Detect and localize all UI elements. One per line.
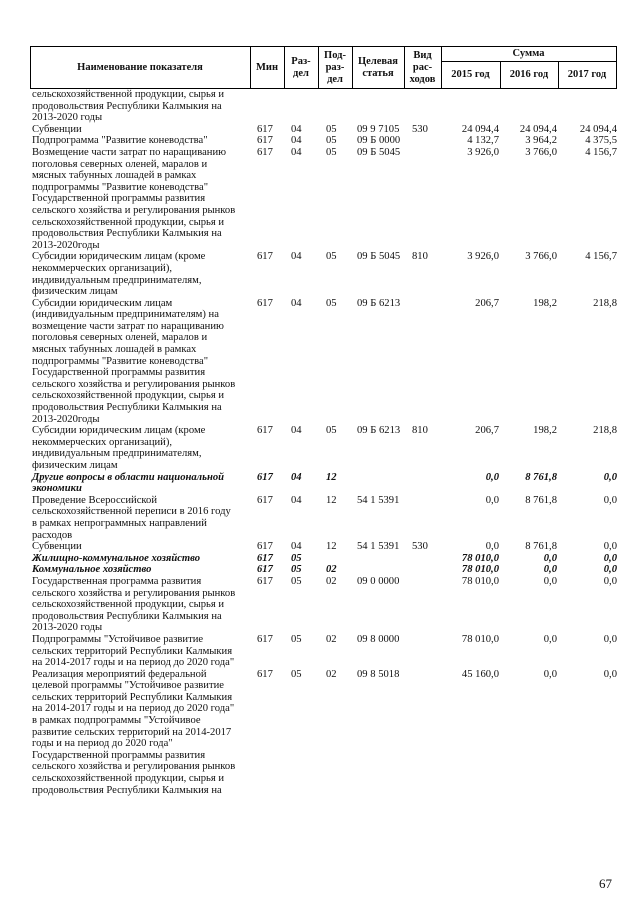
table-row: [30, 553, 617, 565]
row-name: Другие вопросы в области национальной экономики: [32, 471, 225, 495]
row-2015: 206,7: [475, 425, 499, 437]
table-row: [30, 472, 617, 495]
row-name: Государственная программа развития сельского хозяйства и регулирования рынков сельскохозяйственной продукции, сырья и продовольствия Республики Калмыкия на 2013-2020 годы: [32, 575, 236, 634]
row-name: Проведение Всероссийской сельскохозяйственной переписи в 2016 году в рамках непрограммных направлений расходов: [32, 494, 231, 541]
table-body: [30, 89, 617, 796]
row-min: 617: [257, 552, 273, 564]
table-row: [30, 541, 617, 553]
row-podrazdel: 05: [326, 425, 337, 437]
page-number: 67: [599, 876, 612, 891]
row-min: 617: [257, 123, 273, 135]
row-2017: 218,8: [593, 297, 617, 309]
row-2017: 0,0: [603, 471, 617, 483]
row-razdel: 04: [291, 297, 302, 309]
table-row: [30, 634, 617, 669]
row-2016: 8 761,8: [525, 541, 557, 553]
row-razdel: 04: [291, 146, 302, 158]
row-razdel: 05: [291, 564, 302, 576]
col-2016-header: 2016 год: [509, 68, 549, 80]
row-name: Жилищно-коммунальное хозяйство: [32, 552, 201, 564]
col-razdel-header: Раз- дел: [291, 55, 311, 79]
row-target: 09 Б 5045: [357, 146, 401, 158]
row-podrazdel: 02: [326, 668, 337, 680]
row-razdel: 04: [291, 135, 302, 147]
row-vid: 810: [412, 251, 428, 263]
col-2015-header: 2015 год: [451, 68, 490, 80]
row-2015: 0,0: [485, 471, 499, 483]
row-min: 617: [257, 146, 273, 158]
row-podrazdel: 12: [326, 541, 337, 553]
table-row: [30, 124, 617, 136]
row-min: 617: [257, 564, 273, 576]
row-target: 09 0 0000: [357, 575, 400, 587]
row-razdel: 04: [291, 425, 302, 437]
row-target: 09 9 7105: [357, 123, 400, 135]
row-2016: 198,2: [533, 425, 557, 437]
col-2017-header: 2017 год: [567, 68, 607, 80]
col-name-header: Наименование показателя: [77, 61, 203, 73]
row-podrazdel: 05: [326, 251, 337, 263]
row-podrazdel: 02: [326, 575, 337, 587]
table-row: [30, 251, 617, 297]
row-2016: 3 964,2: [525, 135, 557, 147]
row-min: 617: [257, 471, 273, 483]
table-row: [30, 495, 617, 541]
row-2017: 24 094,4: [579, 123, 617, 135]
row-2017: 0,0: [603, 541, 617, 553]
row-2016: 0,0: [543, 633, 557, 645]
row-name: Реализация мероприятий федеральной целевой программы "Устойчивое развитие сельских территорий Республики Калмыкия на 2014-2017 годы и на период до 2020 года" в рамках подпрограммы "Устойчивое развитие сельских территорий на 2014-2017 годы и на период до 2020 года" Государственной программы развития сельского хозяйства и регулирования рынков сельскохозяйственной продукции, сырья и продовольствия Республики Калмыкия на: [32, 668, 236, 796]
row-razdel: 04: [291, 541, 302, 553]
row-vid: 530: [412, 123, 428, 135]
table-row: [30, 298, 617, 426]
row-2015: 78 010,0: [461, 552, 499, 564]
row-2015: 78 010,0: [461, 564, 499, 576]
row-podrazdel: 12: [326, 471, 337, 483]
row-2016: 8 761,8: [525, 471, 557, 483]
row-razdel: 05: [291, 552, 302, 564]
row-min: 617: [257, 668, 273, 680]
table-row: [30, 425, 617, 471]
table-row: [30, 89, 617, 124]
row-podrazdel: 05: [326, 123, 337, 135]
row-2017: 4 156,7: [585, 146, 617, 158]
row-2015: 0,0: [485, 541, 499, 553]
row-2015: 78 010,0: [461, 575, 499, 587]
row-2016: 3 766,0: [525, 251, 557, 263]
col-podrazdel-header: Под- раз- дел: [324, 49, 346, 85]
row-name: Субсидии юридическим лицам (кроме некоммерческих организаций), индивидуальным предпринимателям, физическим лицам: [32, 425, 206, 471]
row-podrazdel: 02: [326, 564, 337, 576]
row-podrazdel: 05: [326, 297, 337, 309]
row-2015: 24 094,4: [461, 123, 499, 135]
row-name: Подпрограмма "Развитие коневодства": [32, 135, 208, 147]
row-2017: 0,0: [603, 494, 617, 506]
row-name: Подпрограммы "Устойчивое развитие сельских территорий Республики Калмыкия на 2014-2017 годы и на период до 2020 года": [32, 633, 235, 669]
table-row: [30, 564, 617, 576]
row-razdel: 05: [291, 633, 302, 645]
row-min: 617: [257, 541, 273, 553]
row-vid: 530: [412, 541, 428, 553]
row-name: Возмещение части затрат по наращиванию поголовья северных оленей, маралов и мясных табунных лошадей в рамках подпрограммы "Развитие коневодства" Государственной программы развития сельского хозяйства и регулирования рынков сельскохозяйственной продукции, сырья и продовольствия Республики Калмыкия на 2013-2020годы: [32, 146, 236, 251]
row-min: 617: [257, 633, 273, 645]
row-target: 09 Б 0000: [357, 135, 401, 147]
row-2016: 198,2: [533, 297, 557, 309]
row-min: 617: [257, 251, 273, 263]
row-podrazdel: 02: [326, 633, 337, 645]
row-2017: 0,0: [603, 633, 617, 645]
col-min-header: Мин: [255, 61, 278, 73]
table-header: [30, 46, 617, 89]
row-target: 09 8 5018: [357, 668, 400, 680]
row-target: 09 Б 6213: [357, 425, 401, 437]
row-min: 617: [257, 575, 273, 587]
row-2016: 0,0: [543, 564, 557, 576]
row-2017: 0,0: [603, 564, 617, 576]
row-target: 09 Б 6213: [357, 297, 401, 309]
row-target: 09 Б 5045: [357, 251, 401, 263]
col-target-header: Целевая статья: [358, 55, 398, 79]
row-name: Субвенции: [32, 123, 82, 135]
row-target: 09 8 0000: [357, 633, 400, 645]
row-2016: 3 766,0: [525, 146, 557, 158]
table-row: [30, 135, 617, 147]
row-target: 54 1 5391: [357, 494, 400, 506]
row-2015: 3 926,0: [467, 251, 499, 263]
row-podrazdel: 05: [326, 146, 337, 158]
row-min: 617: [257, 135, 273, 147]
row-2017: 0,0: [603, 668, 617, 680]
table-row: [30, 147, 617, 251]
row-razdel: 05: [291, 575, 302, 587]
row-razdel: 04: [291, 123, 302, 135]
row-razdel: 05: [291, 668, 302, 680]
row-min: 617: [257, 425, 273, 437]
table-row: [30, 576, 617, 634]
row-2016: 0,0: [543, 552, 557, 564]
row-podrazdel: 12: [326, 494, 337, 506]
row-name: Субсидии юридическим лицам (индивидуальным предпринимателям) на возмещение части затрат по наращиванию поголовья северных оленей, маралов и мясных табунных лошадей в рамках подпрограммы "Развитие коневодства" Государственной программы развития сельского хозяйства и регулирования рынков сельскохозяйственной продукции, сырья и продовольствия Республики Калмыкия на 2013-2020годы: [32, 297, 236, 425]
row-2015: 4 132,7: [467, 135, 499, 147]
row-target: 54 1 5391: [357, 541, 400, 553]
row-podrazdel: 05: [326, 135, 337, 147]
row-name: Коммунальное хозяйство: [32, 564, 152, 576]
row-2017: 0,0: [603, 552, 617, 564]
row-2017: 4 156,7: [585, 251, 617, 263]
col-vid-header: Вид рас- ходов: [409, 49, 436, 85]
row-2017: 0,0: [603, 575, 617, 587]
row-min: 617: [257, 494, 273, 506]
row-name: сельскохозяйственной продукции, сырья и продовольствия Республики Калмыкия на 2013-2020 годы: [32, 89, 225, 124]
row-razdel: 04: [291, 494, 302, 506]
row-2016: 0,0: [543, 668, 557, 680]
table-row: [30, 669, 617, 797]
row-razdel: 04: [291, 471, 302, 483]
row-2015: 206,7: [475, 297, 499, 309]
row-2015: 0,0: [485, 494, 499, 506]
row-min: 617: [257, 297, 273, 309]
row-2017: 218,8: [593, 425, 617, 437]
col-summa-header: Сумма: [512, 48, 545, 59]
row-vid: 810: [412, 425, 428, 437]
row-name: Субвенции: [32, 541, 82, 553]
row-2015: 3 926,0: [467, 146, 499, 158]
row-2017: 4 375,5: [585, 135, 617, 147]
row-razdel: 04: [291, 251, 302, 263]
row-2016: 0,0: [543, 575, 557, 587]
row-2015: 78 010,0: [461, 633, 499, 645]
row-2015: 45 160,0: [461, 668, 499, 680]
row-name: Субсидии юридическим лицам (кроме некоммерческих организаций), индивидуальным предпринимателям, физическим лицам: [32, 251, 206, 298]
row-2016: 8 761,8: [525, 494, 557, 506]
row-2016: 24 094,4: [519, 123, 557, 135]
